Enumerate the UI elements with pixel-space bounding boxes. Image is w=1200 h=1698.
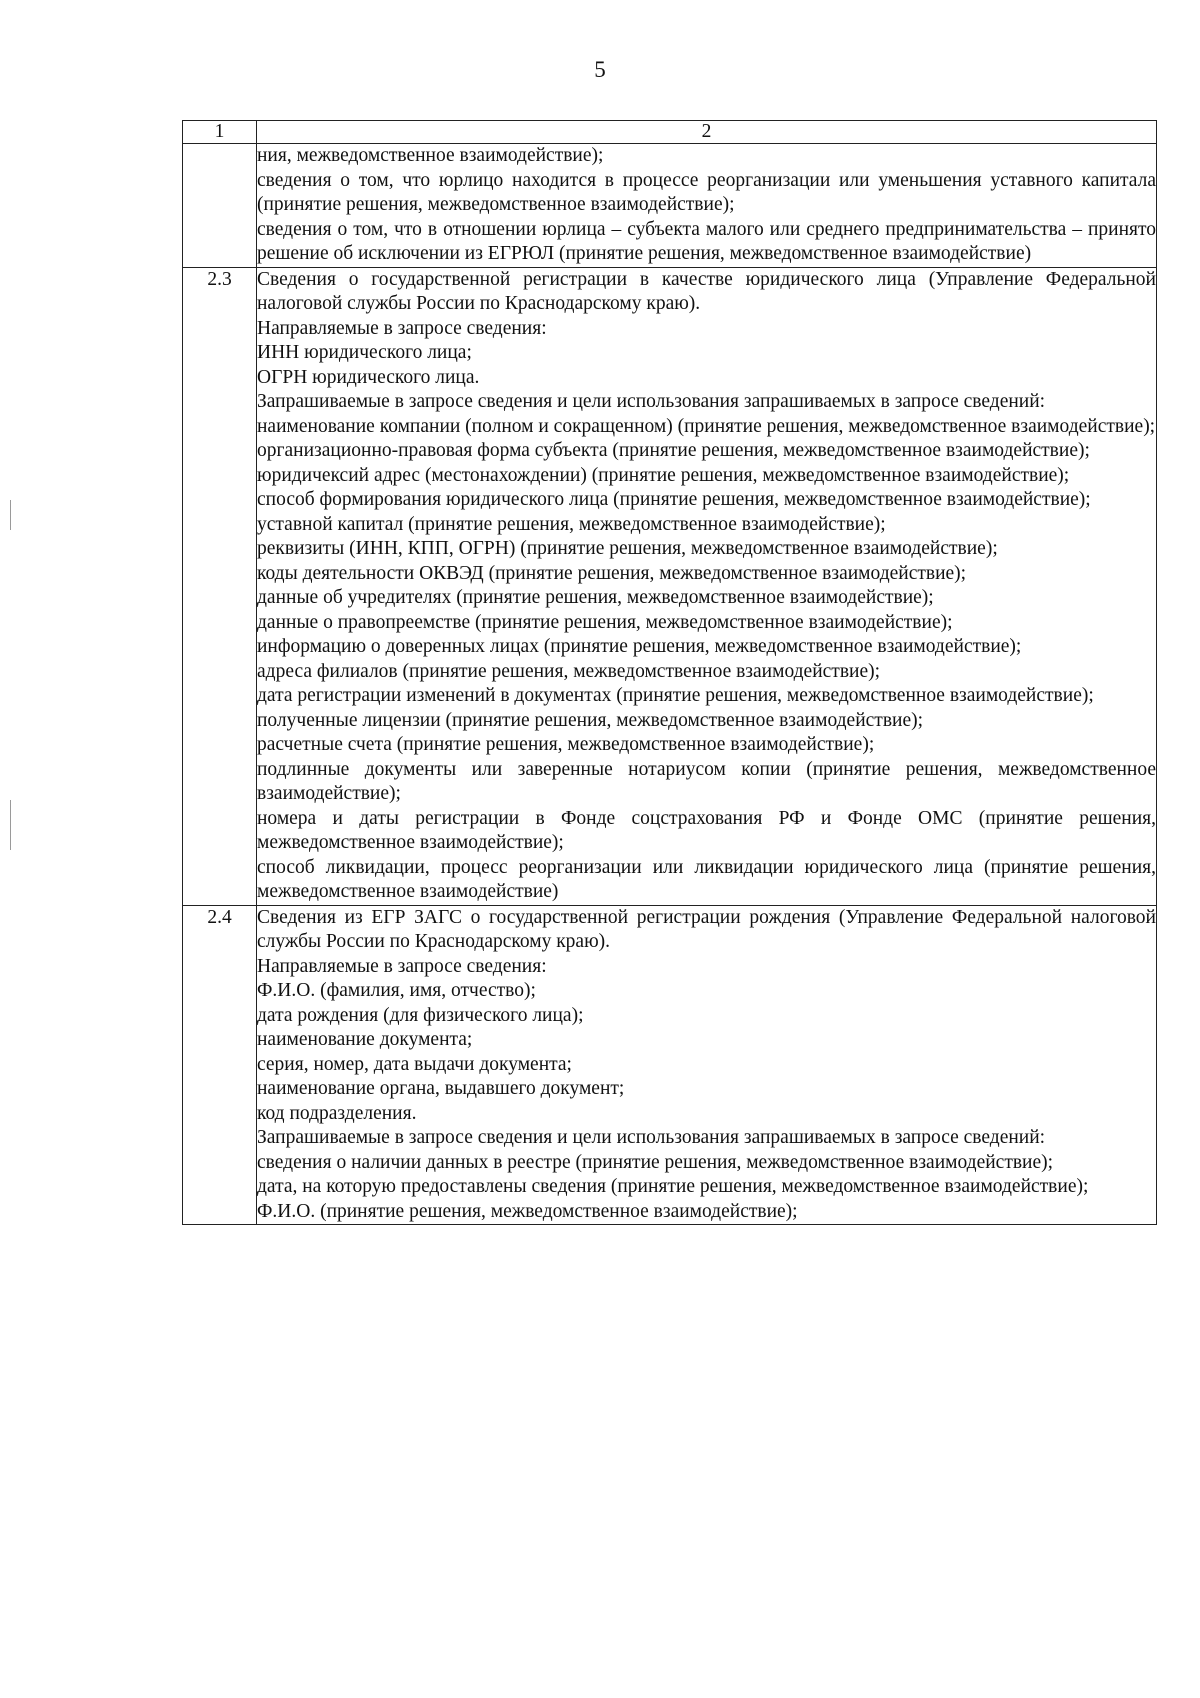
- text-line: наименование документа;: [257, 1029, 473, 1050]
- text-line: код подразделения.: [257, 1102, 417, 1124]
- text-line: адреса филиалов (принятие решения, межведомственное взаимодействие);: [257, 660, 881, 682]
- column-header-2: 2: [257, 121, 1157, 144]
- data-table: [182, 120, 1157, 1225]
- text-line: Направляемые в запросе сведения:: [257, 955, 547, 977]
- table-row: [183, 905, 1157, 1225]
- text-line: сведения о наличии данных в реестре (принятие решения, межведомственное взаимодействие);: [257, 1151, 1054, 1173]
- text-line: полученные лицензии (принятие решения, межведомственное взаимодействие);: [257, 709, 924, 731]
- row-number: 2.3: [183, 267, 257, 905]
- text-line: серия, номер, дата выдачи документа;: [257, 1053, 572, 1075]
- text-line: расчетные счета (принятие решения, межведомственное взаимодействие);: [257, 734, 875, 755]
- scan-mark: [10, 800, 11, 850]
- text-line: юридичексий адрес (местонахождении) (принятие решения, межведомственное взаимодействие);: [257, 464, 1070, 486]
- text-line: дата регистрации изменений в документах (принятие решения, межведомственное взаимодействие);: [257, 685, 1094, 706]
- table-row: [183, 267, 1157, 905]
- text-line: уставной капитал (принятие решения, межведомственное взаимодействие);: [257, 513, 886, 535]
- text-line: сведения о том, что юрлицо находится в процессе реорганизации или уменьшения уставного капитала (принятие решения, межведомственное взаимодействие);: [257, 169, 1156, 215]
- text-line: номера и даты регистрации в Фонде соцстрахования РФ и Фонде ОМС (принятие решения, межведомственное взаимодействие);: [257, 807, 1156, 853]
- text-line: реквизиты (ИНН, КПП, ОГРН) (принятие решения, межведомственное взаимодействие);: [257, 538, 998, 559]
- row-content: [257, 144, 1157, 268]
- row-number: [183, 144, 257, 268]
- text-line: наименование органа, выдавшего документ;: [257, 1078, 625, 1099]
- text-line: Сведения о государственной регистрации в качестве юридического лица (Управление Федеральной налоговой службы России по Краснодарскому краю).: [257, 268, 1156, 314]
- text-line: коды деятельности ОКВЭД (принятие решения, межведомственное взаимодействие);: [257, 562, 967, 584]
- text-line: Направляемые в запросе сведения:: [257, 317, 547, 339]
- text-line: ОГРН юридического лица.: [257, 366, 480, 388]
- text-line: организационно-правовая форма субъекта (принятие решения, межведомственное взаимодействие);: [257, 440, 1090, 461]
- text-line: информацию о доверенных лицах (принятие решения, межведомственное взаимодействие);: [257, 636, 1022, 657]
- text-line: Ф.И.О. (принятие решения, межведомственное взаимодействие);: [257, 1200, 798, 1222]
- text-line: дата рождения (для физического лица);: [257, 1004, 584, 1026]
- text-line: дата, на которую предоставлены сведения (принятие решения, межведомственное взаимодействие);: [257, 1176, 1089, 1197]
- row-content: [257, 905, 1157, 1225]
- text-line: Ф.И.О. (фамилия, имя, отчество);: [257, 980, 536, 1001]
- text-line: данные о правопреемстве (принятие решения, межведомственное взаимодействие);: [257, 611, 953, 633]
- text-line: способ формирования юридического лица (принятие решения, межведомственное взаимодействие);: [257, 489, 1091, 510]
- text-line: наименование компании (полном и сокращенном) (принятие решения, межведомственное взаимодействие);: [257, 415, 1156, 437]
- text-line: ния, межведомственное взаимодействие);: [257, 145, 604, 166]
- column-header-1: 1: [183, 121, 257, 144]
- text-line: Сведения из ЕГР ЗАГС о государственной регистрации рождения (Управление Федеральной налоговой службы России по Краснодарскому краю).: [257, 906, 1156, 952]
- table-row: [183, 144, 1157, 268]
- text-line: ИНН юридического лица;: [257, 342, 472, 363]
- text-line: Запрашиваемые в запросе сведения и цели использования запрашиваемых в запросе сведений:: [257, 391, 1046, 412]
- row-content: [257, 267, 1157, 905]
- text-line: данные об учредителях (принятие решения, межведомственное взаимодействие);: [257, 587, 934, 608]
- text-line: сведения о том, что в отношении юрлица – субъекта малого или среднего предпринимательства – принято решение об исключении из ЕГРЮЛ (принятие решения, межведомственное взаимодействие): [257, 218, 1156, 264]
- text-line: способ ликвидации, процесс реорганизации или ликвидации юридического лица (принятие решения, межведомственное взаимодействие): [257, 856, 1156, 902]
- row-number: 2.4: [183, 905, 257, 1225]
- scan-mark: [10, 500, 11, 530]
- text-line: Запрашиваемые в запросе сведения и цели использования запрашиваемых в запросе сведений:: [257, 1127, 1046, 1148]
- table-header-row: [183, 121, 1157, 144]
- text-line: подлинные документы или заверенные нотариусом копии (принятие решения, межведомственное взаимодействие);: [257, 758, 1156, 804]
- page-number: 5: [594, 57, 606, 82]
